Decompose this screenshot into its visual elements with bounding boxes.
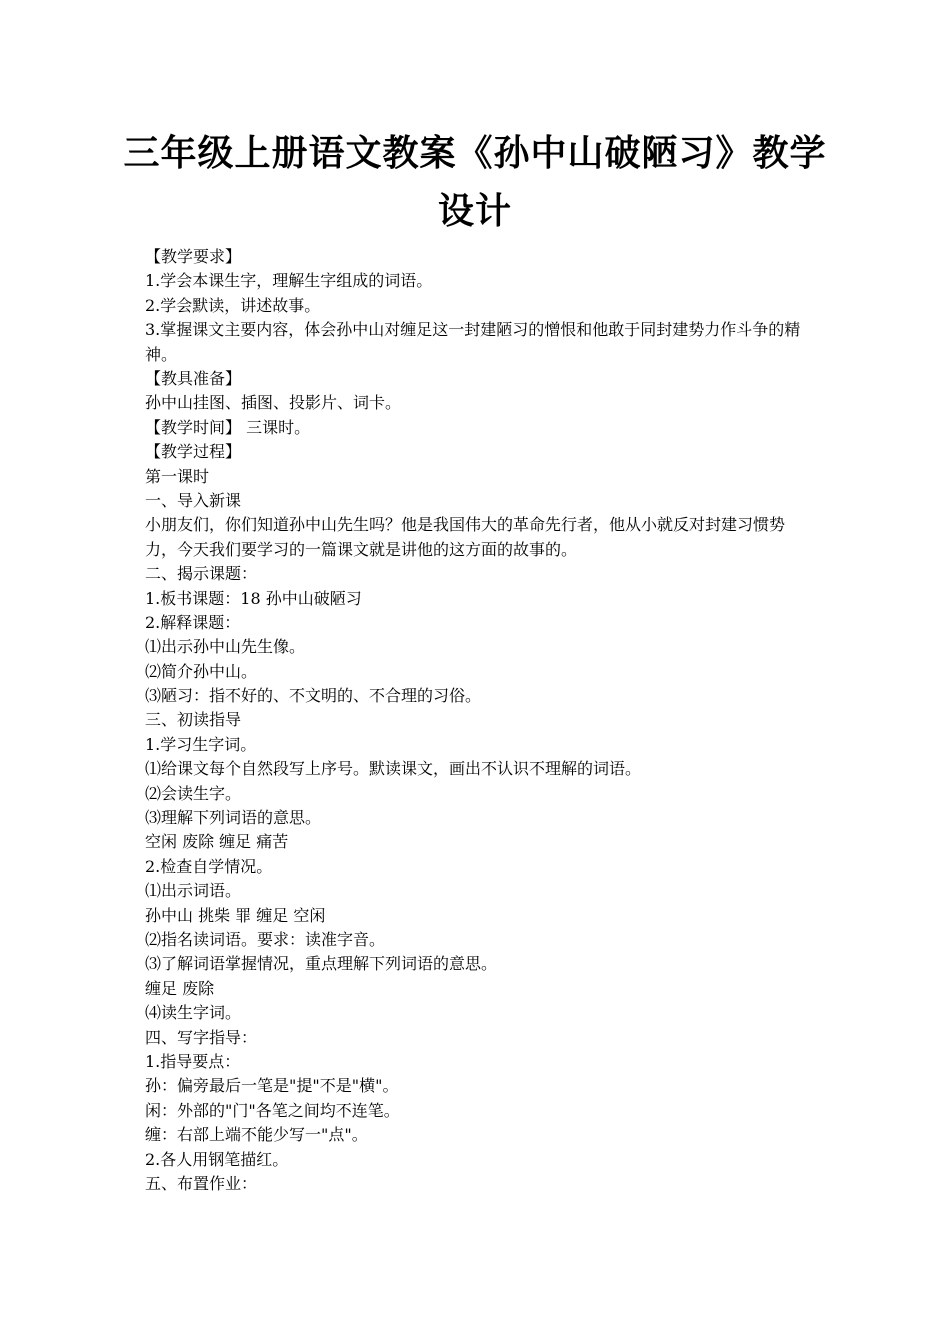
reading-subitem-1: ⑴给课文每个自然段写上序号。默读课文，画出不认识不理解的词语。	[145, 759, 642, 779]
check-subitem-1: ⑴出示词语。	[145, 881, 242, 901]
document-body	[145, 245, 815, 1196]
topic-subitem-1: ⑴出示孙中山先生像。	[145, 637, 306, 657]
requirement-item-2: 2.学会默读，讲述故事。	[145, 295, 321, 315]
step-heading-writing: 四、写字指导：	[145, 1027, 258, 1047]
topic-item-1: 1.板书课题：18 孙中山破陋习	[145, 588, 362, 608]
reading-subitem-2: ⑵会读生字。	[145, 783, 242, 803]
lesson-one-heading: 第一课时	[145, 466, 210, 486]
writing-note-sun: 孙：偏旁最后一笔是"提"不是"横"。	[145, 1076, 399, 1096]
requirement-item-1: 1.学会本课生字，理解生字组成的词语。	[145, 271, 433, 291]
intro-paragraph: 小朋友们，你们知道孙中山先生吗？他是我国伟大的革命先行者，他从小就反对封建习惯势力，今天我们要学习的一篇课文就是讲他的这方面的故事的。	[145, 515, 786, 559]
step-heading-homework: 五、布置作业：	[145, 1173, 258, 1193]
topic-item-2: 2.解释课题：	[145, 612, 241, 632]
vocabulary-list-1: 空闲 废除 缠足 痛苦	[145, 832, 289, 852]
document-title: 三年级上册语文教案《孙中山破陋习》教学设计	[123, 132, 827, 232]
step-heading-topic: 二、揭示课题：	[145, 564, 258, 584]
writing-note-chan: 缠：右部上端不能少写一"点"。	[145, 1125, 368, 1145]
topic-subitem-3: ⑶陋习：指不好的、不文明的、不合理的习俗。	[145, 686, 482, 706]
reading-item-1: 1.学习生字词。	[145, 734, 257, 754]
requirement-item-3: 3.掌握课文主要内容，体会孙中山对缠足这一封建陋习的憎恨和他敢于同封建势力作斗争的精神。	[145, 320, 801, 364]
writing-item-1: 1.指导要点：	[145, 1051, 241, 1071]
vocabulary-list-3: 缠足 废除	[145, 978, 215, 998]
section-heading-materials: 【教具准备】	[145, 368, 242, 388]
check-subitem-2: ⑵指名读词语。要求：读准字音。	[145, 930, 386, 949]
section-heading-requirements: 【教学要求】	[145, 247, 242, 266]
section-heading-time: 【教学时间】 三课时。	[145, 417, 311, 437]
section-heading-process: 【教学过程】	[145, 442, 242, 462]
check-subitem-4: ⑷读生字词。	[145, 1003, 242, 1023]
topic-subitem-2: ⑵简介孙中山。	[145, 661, 258, 681]
reading-subitem-3: ⑶理解下列词语的意思。	[145, 808, 322, 828]
step-heading-intro: 一、导入新课	[145, 490, 242, 510]
writing-note-xian: 闲：外部的"门"各笔之间均不连笔。	[145, 1100, 400, 1120]
reading-item-2: 2.检查自学情况。	[145, 856, 273, 876]
check-subitem-3: ⑶了解词语掌握情况，重点理解下列词语的意思。	[145, 954, 498, 974]
vocabulary-list-2: 孙中山 挑柴 罪 缠足 空闲	[145, 905, 326, 925]
step-heading-reading: 三、初读指导	[145, 710, 242, 730]
writing-item-2: 2.各人用钢笔描红。	[145, 1149, 289, 1169]
materials-text: 孙中山挂图、插图、投影片、词卡。	[145, 393, 402, 413]
